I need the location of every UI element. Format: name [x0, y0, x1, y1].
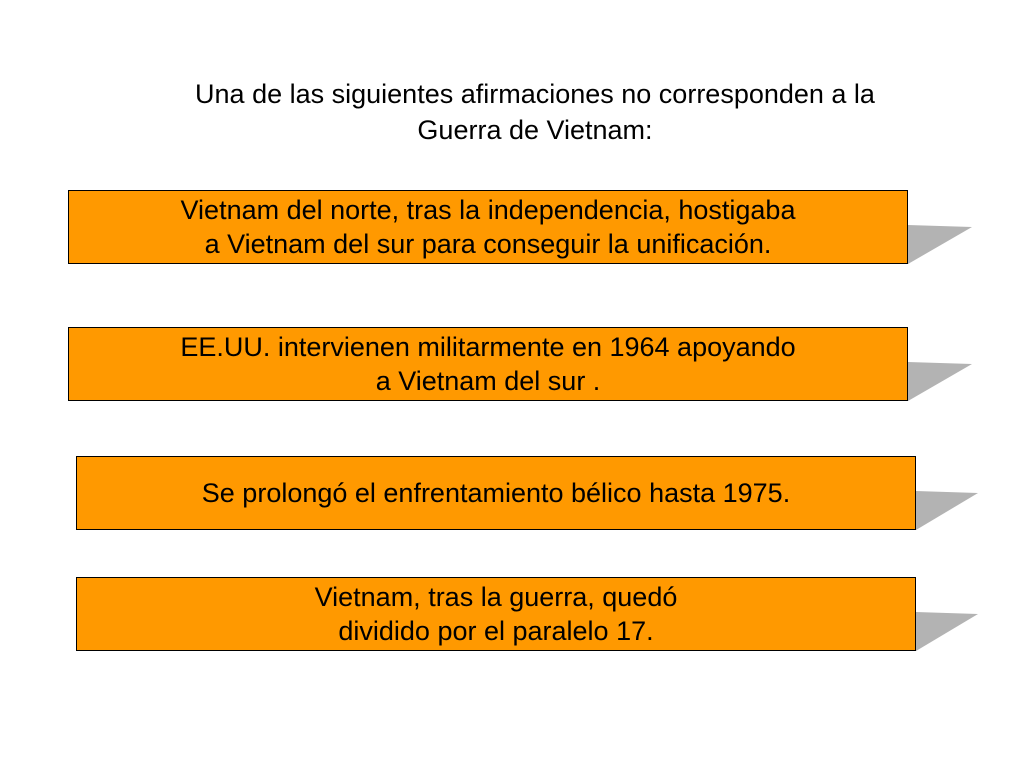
option-4-line-2: dividido por el paralelo 17. — [338, 616, 654, 646]
question-line-2: Guerra de Vietnam: — [417, 115, 653, 145]
option-2-shadow — [908, 362, 972, 401]
question-text — [90, 76, 980, 148]
option-1-line-1: Vietnam del norte, tras la independencia, hostigaba — [180, 195, 796, 225]
option-3-line-1: Se prolongó el enfrentamiento bélico hasta 1975. — [201, 478, 791, 508]
option-1-shadow — [908, 225, 972, 264]
answer-option-1[interactable] — [68, 190, 908, 264]
option-1-line-2: a Vietnam del sur para conseguir la unificación. — [204, 229, 772, 259]
option-4-shadow — [916, 612, 978, 651]
option-2-line-2: a Vietnam del sur . — [375, 366, 601, 396]
option-3-shadow — [916, 491, 978, 530]
answer-option-2[interactable] — [68, 327, 908, 401]
option-2-line-1: EE.UU. intervienen militarmente en 1964 apoyando — [180, 332, 796, 362]
option-4-line-1: Vietnam, tras la guerra, quedó — [314, 582, 678, 612]
question-line-1: Una de las siguientes afirmaciones no corresponden a la — [195, 79, 875, 109]
answer-option-4[interactable] — [76, 577, 916, 651]
answer-option-3[interactable] — [76, 456, 916, 530]
